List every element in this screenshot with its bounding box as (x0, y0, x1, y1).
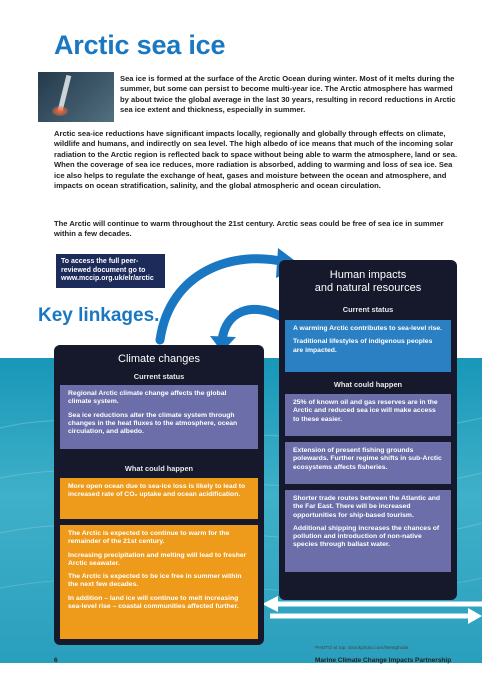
key-linkages-heading: Key linkages... (38, 305, 171, 326)
human-happen-item: Additional shipping increases the chances of pollution and introduction of non-native species through ballast water. (293, 524, 440, 549)
human-current-status-box (285, 320, 451, 372)
climate-current-item: Regional Arctic climate change affects the global climate system. (68, 390, 227, 406)
human-happen-box-3 (285, 490, 451, 572)
access-document-link[interactable]: To access the full peer-reviewed document go to www.mccip.org.uk/elr/arctic (56, 254, 165, 288)
oil-rig-photo (38, 72, 114, 122)
human-what-could-happen-label: What could happen (333, 380, 403, 389)
climate-happen-item: Increasing precipitation and melting will lead to fresher Arctic seawater. (68, 551, 247, 567)
climate-current-status-label: Current status (133, 372, 185, 381)
human-current-item: A warming Arctic contributes to sea-level rise. (293, 325, 443, 332)
body-paragraph-2: Arctic sea-ice reductions have significant impacts locally, regionally and globally through effects on climate, wildlife and humans, and indirectly on sea level. The high albedo of ice means that much of the incoming solar radiation to the Arctic region is reflected back to space without being able to warm the atmosphere, land or sea. When the coverage of sea ice reduces, more radiation is absorbed, adding to warming and loss of sea ice. Sea ice also helps to regulate the exchange of heat, gases and moisture between the ocean and atmosphere, and impacts on ocean stratification, salinity, and the global atmospheric and ocean circulation. (54, 129, 458, 191)
climate-happen-item: The Arctic is expected to continue to warm for the remainder of the 21st century. (68, 530, 230, 546)
climate-changes-panel (54, 345, 264, 645)
human-happen-box-1 (285, 394, 451, 436)
climate-happen-item: The Arctic is expected to be ice free in summer within the next few decades. (68, 573, 242, 589)
climate-happen-box-1 (60, 478, 258, 519)
flare-glow-shape (52, 106, 68, 116)
bottom-margin (0, 663, 482, 692)
human-panel-title (279, 269, 457, 295)
human-happen-box-2 (285, 442, 451, 484)
climate-happen-box-2 (60, 525, 258, 639)
human-happen-item: 25% of known oil and gas reserves are in the Arctic and reduced sea ice will make access to these easier. (293, 399, 438, 423)
human-current-status-label: Current status (342, 305, 394, 314)
photo-credit: PHOTO at top: iStockphoto.com/Westphalia (315, 646, 409, 651)
climate-current-status-box (60, 385, 258, 449)
human-happen-item: Extension of present fishing grounds polewards. Further regime shifts in sub-Arctic ecosystems affects fisheries. (293, 447, 442, 471)
climate-happen-item: More open ocean due to sea-ice loss is likely to lead to increased rate of CO₂ uptake and ocean acidification. (68, 483, 246, 499)
human-happen-item: Shorter trade routes between the Atlantic and the Far East. There will be increased opportunities for ship-based tourism. (293, 495, 441, 519)
climate-current-item: Sea ice reductions alter the climate system through changes in the heat fluxes to the atmosphere, ocean circulation, and albedo. (68, 411, 238, 436)
intro-paragraph: Sea ice is formed at the surface of the Arctic Ocean during winter. Most of it melts during the summer, but some can persist to become multi-year ice. The Arctic atmosphere has warmed by about twice the global average in the last 30 years, resulting in record reductions in Arctic sea ice extent and thickness, especially in summer. (120, 74, 456, 115)
page-title: Arctic sea ice (54, 30, 226, 60)
climate-happen-item: In addition – land ice will continue to melt increasing sea-level rise – coastal communities affected further. (68, 594, 239, 611)
climate-panel-title: Climate changes (118, 353, 200, 365)
human-title-line-2: and natural resources (314, 282, 422, 294)
organisation-name: Marine Climate Change Impacts Partnership (315, 657, 452, 664)
page-number: 6 (54, 657, 58, 664)
body-paragraph-3: The Arctic will continue to warm throughout the 21st century. Arctic seas could be free of sea ice in summer within a few decades. (54, 219, 444, 239)
human-current-item: Traditional lifestyles of indigenous peoples are impacted. (293, 338, 433, 354)
human-title-line-1: Human impacts (329, 269, 407, 281)
human-impacts-panel (279, 260, 457, 600)
climate-what-could-happen-label: What could happen (124, 464, 194, 473)
